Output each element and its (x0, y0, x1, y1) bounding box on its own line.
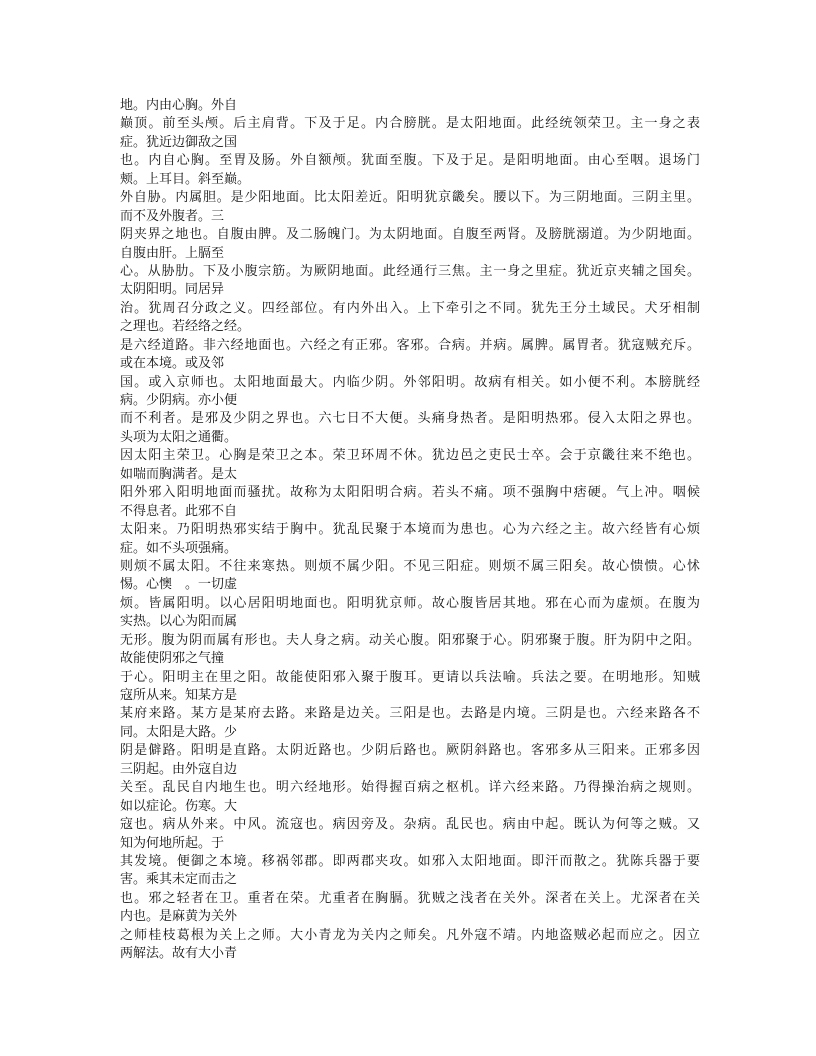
text-line: 实热。以心为阳而属 (120, 614, 238, 630)
text-line: 三阴起。由外寇自边 (120, 761, 238, 777)
text-line: 国。或入京师也。太阳地面最大。内临少阴。外邻阳明。故病有相关。如小便不利。本膀胱经 (120, 374, 700, 390)
text-line: 太阴阳明。同居异 (120, 282, 225, 298)
text-line: 于心。阳明主在里之阳。故能使阳邪入聚于腹耳。更请以兵法喻。兵法之要。在明地形。知贼 (120, 669, 700, 685)
text-line: 寇所从来。知某方是 (120, 688, 238, 703)
text-line: 是六经道路。非六经地面也。六经之有正邪。客邪。合病。并病。属脾。属胃者。犹寇贼充斥。 (120, 337, 700, 353)
text-line: 无形。腹为阴而属有形也。夫人身之病。动关心腹。阳邪聚于心。阴邪聚于腹。肝为阴中之阳。 (120, 632, 700, 648)
text-line: 之理也。若经络之经。 (120, 319, 251, 335)
text-line: 之师桂枝葛根为关上之师。大小青龙为关内之师矣。凡外寇不靖。内地盗贼必起而应之。因立 (120, 927, 700, 943)
text-line: 不得息者。此邪不自 (120, 503, 238, 519)
text-line: 阴夹界之地也。自腹由脾。及二肠魄门。为太阴地面。自腹至两肾。及膀胱溺道。为少阴地面。 (120, 227, 700, 243)
text-line: 惕。心懊 。一切虚 (120, 577, 238, 593)
text-line: 则烦不属太阳。不往来寒热。则烦不属少阳。不见三阳症。则烦不属三阳矣。故心愦愦。心怵 (120, 558, 700, 574)
text-line: 两解法。故有大小青 (120, 946, 238, 962)
text-line: 而不及外腹者。三 (120, 208, 225, 224)
text-line: 头项为太阳之通衢。 (120, 429, 238, 445)
text-line: 症。犹近边御敌之国 (120, 134, 238, 150)
text-line: 烦。皆属阳明。以心居阳明地面也。阳明犹京师。故心腹皆居其地。邪在心而为虚烦。在腹为 (120, 595, 700, 611)
document-page (120, 97, 700, 964)
text-line: 内也。是麻黄为关外 (120, 909, 238, 925)
text-line: 如喘而胸满者。是太 (120, 466, 238, 482)
text-line: 病。少阴病。亦小便 (120, 393, 238, 408)
text-line: 外自胁。内属胆。是少阳地面。比太阳差近。阳明犹京畿矣。腰以下。为三阴地面。三阴主里。 (120, 190, 700, 206)
text-line: 阴是僻路。阳明是直路。太阴近路也。少阴后路也。厥阴斜路也。客邪多从三阳来。正邪多因 (120, 743, 700, 759)
text-line: 自腹由肝。上膈至 (120, 245, 225, 261)
text-line: 同。太阳是大路。少 (120, 724, 238, 740)
text-line: 如以症论。伤寒。大 (120, 798, 238, 814)
text-line: 颊。上耳目。斜至巅。 (120, 171, 251, 187)
text-line: 或在本境。或及邻 (120, 356, 225, 372)
text-line: 而不利者。是邪及少阴之界也。六七日不大便。头痛身热者。是阳明热邪。侵入太阳之界也。 (120, 411, 700, 427)
text-line: 地。内由心胸。外自 (120, 98, 238, 113)
text-line: 关至。乱民自内地生也。明六经地形。始得握百病之枢机。详六经来路。乃得操治病之规则。 (120, 780, 700, 796)
text-line: 症。如不头项强痛。 (120, 540, 238, 556)
text-line: 巅顶。前至头颅。后主肩背。下及于足。内合膀胱。是太阳地面。此经统领荣卫。主一身之表 (120, 116, 700, 132)
text-line: 寇也。病从外来。中风。流寇也。病因旁及。杂病。乱民也。病由中起。既认为何等之贼。又 (120, 817, 700, 833)
text-line: 也。邪之轻者在卫。重者在荣。尤重者在胸膈。犹贼之浅者在关外。深者在关上。尤深者在关 (120, 890, 700, 906)
text-line: 心。从胁肋。下及小腹宗筋。为厥阴地面。此经通行三焦。主一身之里症。犹近京夹辅之国矣。 (120, 263, 700, 279)
text-line: 故能使阴邪之气撞 (120, 651, 225, 667)
text-line: 治。犹周召分政之义。四经部位。有内外出入。上下牵引之不同。犹先王分土域民。犬牙相制 (120, 300, 700, 316)
text-line: 知为何地所起。于 (120, 835, 225, 851)
text-line: 害。乘其未定而击之 (120, 872, 238, 888)
text-line: 某府来路。某方是某府去路。来路是边关。三阳是也。去路是内境。三阴是也。六经来路各不 (120, 706, 700, 722)
text-line: 太阳来。乃阳明热邪实结于胸中。犹乱民聚于本境而为患也。心为六经之主。故六经皆有心烦 (120, 522, 700, 538)
text-line: 阳外邪入阳明地面而骚扰。故称为太阳阳明合病。若头不痛。项不强胸中痞硬。气上冲。咽候 (120, 485, 700, 501)
text-line: 也。内自心胸。至胃及肠。外自额颅。犹面至腹。下及于足。是阳明地面。由心至咽。退场门 (120, 153, 700, 169)
text-line: 因太阳主荣卫。心胸是荣卫之本。荣卫环周不休。犹边邑之吏民士卒。会于京畿往来不绝也。 (120, 448, 700, 464)
text-line: 其发境。便御之本境。移祸邻郡。即两郡夹攻。如邪入太阳地面。即汗而散之。犹陈兵器于要 (120, 853, 700, 869)
